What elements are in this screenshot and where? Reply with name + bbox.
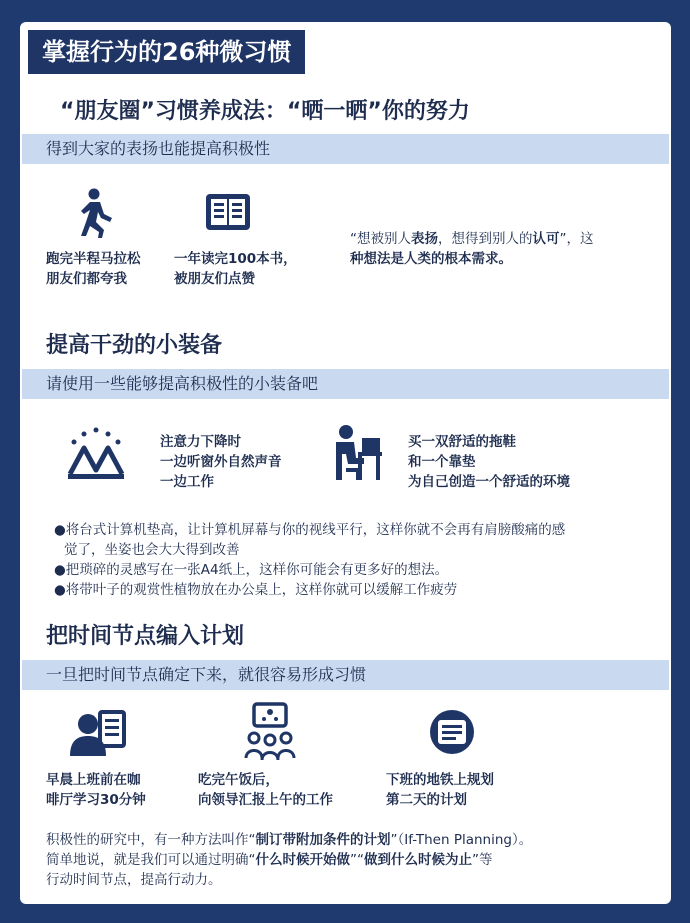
section3-footer-line1: 积极性的研究中，有一种方法叫作“制订带附加条件的计划”（If-Then Planning）。 (46, 832, 533, 848)
section3-item2-line1: 吃完午饭后， (198, 772, 279, 788)
section1-heading: “朋友圈”习惯养成法：“晒一晒”你的努力 (60, 99, 470, 124)
person-document-icon (70, 710, 126, 758)
section2-item2-line2: 和一个靠垫 (408, 454, 476, 470)
team-meeting-icon (244, 702, 296, 760)
section2-item2-line1: 买一双舒适的拖鞋 (408, 434, 516, 450)
running-person-icon (74, 188, 118, 240)
section3-item1-line2: 啡厅学习30分钟 (46, 792, 146, 808)
section1-quote-line2: 种想法是人类的根本需求。 (350, 251, 512, 267)
page-title: 掌握行为的26种微习惯 (28, 30, 305, 74)
section3-item3-line2: 第二天的计划 (386, 792, 467, 808)
section1-item2-line2: 被朋友们点赞 (174, 271, 255, 287)
section3-footer-line3: 行动时间节点，提高行动力。 (46, 872, 222, 888)
section1-item1-line2: 朋友们都夸我 (46, 271, 127, 287)
section2-item2-line3: 为自己创造一个舒适的环境 (408, 474, 570, 490)
section3-footer-line2: 简单地说，就是我们可以通过明确“什么时候开始做”“做到什么时候为止”等 (46, 852, 493, 868)
section2-item1-line3: 一边工作 (160, 474, 214, 490)
schedule-list-icon (428, 708, 476, 756)
section2-item1-line2: 一边听窗外自然声音 (160, 454, 282, 470)
section2-item1-line1: 注意力下降时 (160, 434, 241, 450)
section1-item1-line1: 跑完半程马拉松 (46, 251, 141, 267)
section1-quote-line1: “想被别人表扬，想得到别人的认可”，这 (350, 231, 594, 247)
watermark-overlay (300, 880, 410, 896)
section2-bullet-2: ●把琐碎的灵感写在一张A4纸上，这样你可能会有更多好的想法。 (54, 562, 449, 578)
section1-item2-line1: 一年读完100本书， (174, 251, 297, 267)
section3-heading: 把时间节点编入计划 (46, 624, 245, 649)
section3-item2-line2: 向领导汇报上午的工作 (198, 792, 333, 808)
section3-band: 一旦把时间节点确定下来，就很容易形成习惯 (22, 660, 669, 690)
desk-worker-icon (332, 424, 384, 482)
section2-band: 请使用一些能够提高积极性的小装备吧 (22, 369, 669, 399)
section3-item1-line1: 早晨上班前在咖 (46, 772, 141, 788)
section2-bullet-1: ●将台式计算机垫高，让计算机屏幕与你的视线平行，这样你就不会再有肩膀酸痛的感 (54, 522, 566, 538)
section2-heading: 提高干劲的小装备 (46, 333, 223, 358)
section2-bullet-1-cont: 觉了，坐姿也会大大得到改善 (64, 542, 240, 558)
open-book-icon (204, 192, 252, 232)
mountain-sun-icon (66, 426, 126, 482)
infographic-card (20, 22, 671, 904)
section3-item3-line1: 下班的地铁上规划 (386, 772, 494, 788)
section2-bullet-3: ●将带叶子的观赏性植物放在办公桌上，这样你就可以缓解工作疲劳 (54, 582, 458, 598)
section1-band: 得到大家的表扬也能提高积极性 (22, 134, 669, 164)
